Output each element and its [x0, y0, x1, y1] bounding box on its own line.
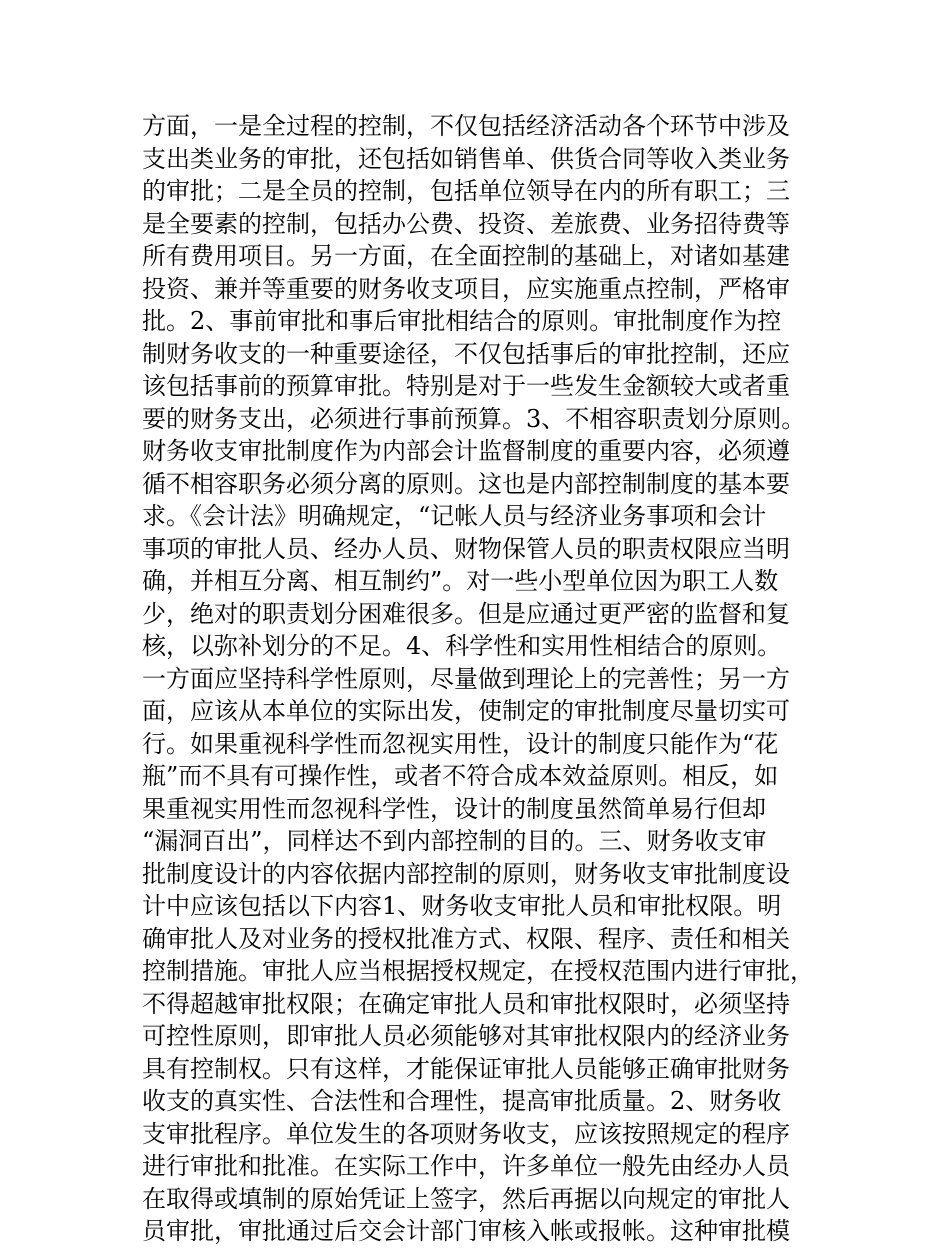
text-line: 不得超越审批权限；在确定审批人员和审批权限时，必须坚持 — [142, 989, 790, 1018]
text-line: 批。2、事前审批和事后审批相结合的原则。审批制度作为控 — [142, 307, 782, 335]
text-line: 该包括事前的预算审批。特别是对于一些发生金额较大或者重 — [142, 372, 790, 400]
text-line: 瓶”而不具有可操作性，或者不符合成本效益原则。相反，如 — [142, 762, 779, 790]
text-line: 控制措施。审批人应当根据授权规定，在授权范围内进行审批， — [142, 957, 814, 985]
text-line: 行。如果重视科学性而忽视实用性，设计的制度只能作为“花 — [142, 729, 779, 758]
text-line: 少，绝对的职责划分困难很多。但是应通过更严密的监督和复 — [142, 599, 790, 628]
text-line: 是全要素的控制，包括办公费、投资、差旅费、业务招待费等 — [142, 209, 790, 238]
text-line: 进行审批和批准。在实际工作中，许多单位一般先由经办人员 — [142, 1152, 790, 1180]
text-line: 具有控制权。只有这样，才能保证审批人员能够正确审批财务 — [142, 1054, 790, 1083]
text-line: 批制度设计的内容依据内部控制的原则，财务收支审批制度设 — [142, 859, 790, 888]
text-line: 所有费用项目。另一方面，在全面控制的基础上，对诸如基建 — [142, 242, 790, 270]
text-line: 事项的审批人员、经办人员、财物保管人员的职责权限应当明 — [142, 534, 790, 563]
text-line: 收支的真实性、合法性和合理性，提高审批质量。2、财务收 — [142, 1087, 782, 1115]
text-line: 制财务收支的一种重要途径，不仅包括事后的审批控制，还应 — [142, 339, 790, 368]
text-line: 确，并相互分离、相互制约”。对一些小型单位因为职工人数 — [142, 567, 779, 595]
text-line: 求。《会计法》明确规定，“记帐人员与经济业务事项和会计 — [142, 502, 767, 530]
text-line: 员审批，审批通过后交会计部门审核入帐或报帐。这种审批模 — [142, 1217, 790, 1245]
text-line: 确审批人及对业务的授权批准方式、权限、程序、责任和相关 — [142, 924, 790, 953]
text-line: 要的财务支出，必须进行事前预算。3、不相容职责划分原则。 — [142, 404, 806, 433]
text-line: 核，以弥补划分的不足。4、科学性和实用性相结合的原则。 — [142, 632, 782, 660]
text-line: 果重视实用性而忽视科学性，设计的制度虽然简单易行但却 — [142, 794, 766, 823]
text-line: 在取得或填制的原始凭证上签字，然后再据以向规定的审批人 — [142, 1184, 790, 1213]
text-line: 一方面应坚持科学性原则，尽量做到理论上的完善性；另一方 — [142, 664, 790, 693]
body-text — [142, 110, 832, 1248]
text-line: 循不相容职务必须分离的原则。这也是内部控制制度的基本要 — [142, 469, 790, 498]
text-line: 可控性原则，即审批人员必须能够对其审批权限内的经济业务 — [142, 1022, 790, 1050]
text-line: 计中应该包括以下内容1、财务收支审批人员和审批权限。明 — [142, 892, 782, 920]
text-line: “漏洞百出”，同样达不到内部控制的目的。三、财务收支审 — [142, 827, 767, 855]
text-line: 面，应该从本单位的实际出发，使制定的审批制度尽量切实可 — [142, 697, 790, 725]
text-line: 支审批程序。单位发生的各项财务收支，应该按照规定的程序 — [142, 1119, 790, 1148]
text-line: 的审批；二是全员的控制，包括单位领导在内的所有职工；三 — [142, 177, 790, 205]
text-line: 支出类业务的审批，还包括如销售单、供货合同等收入类业务 — [142, 144, 790, 173]
text-line: 方面，一是全过程的控制，不仅包括经济活动各个环节中涉及 — [142, 112, 790, 140]
text-line: 投资、兼并等重要的财务收支项目，应实施重点控制，严格审 — [142, 274, 790, 303]
text-line: 财务收支审批制度作为内部会计监督制度的重要内容，必须遵 — [142, 437, 790, 465]
